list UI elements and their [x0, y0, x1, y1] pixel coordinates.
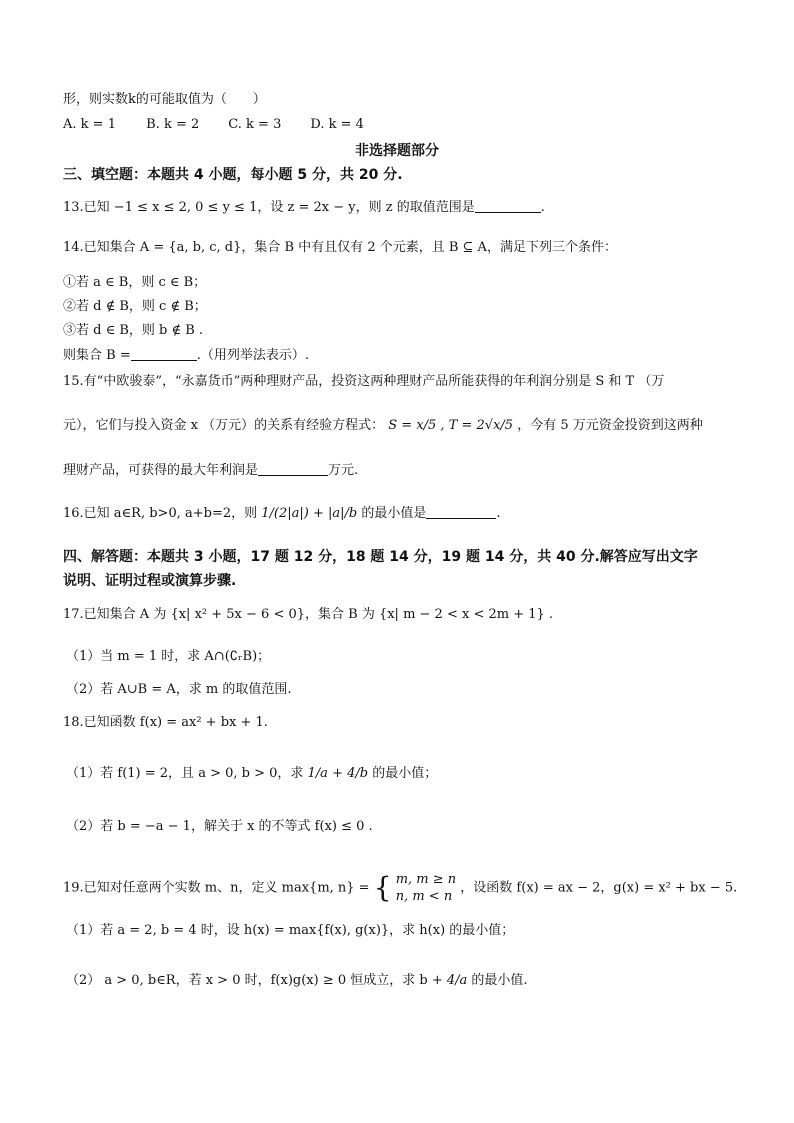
q19-stem-a: 19.已知对任意两个实数 m、n，定义 max{m, n} = — [63, 880, 370, 896]
part-title: 非选择题部分 — [355, 143, 439, 159]
q18-p1-b: 的最小值； — [372, 766, 438, 781]
q15-line3-b: 万元. — [328, 463, 359, 478]
q13-text: 13.已知 −1 ≤ x ≤ 2, 0 ≤ y ≤ 1，设 z = 2x − y，则 z 的取值范围是 — [63, 200, 475, 215]
question-19-stem — [63, 871, 737, 905]
q17-part-1: （1）当 m = 1 时，求 A∩(∁ᵣB)； — [66, 649, 271, 664]
answer-blank — [475, 200, 541, 213]
q15-formula: S = x/5 , T = 2√x/5 — [388, 418, 514, 433]
q19-stem-b: ，设函数 f(x) = ax − 2，g(x) = x² + bx − 5. — [460, 880, 738, 896]
q14-ask-end: .（用列举法表示）. — [196, 348, 309, 363]
q12-continuation: 形，则实数k的可能取值为（ ） — [63, 92, 266, 107]
q14-condition-2: ②若 d ∉ B，则 c ∉ B； — [63, 299, 207, 314]
section4-heading-1: 四、解答题：本题共 3 小题，17 题 12 分，18 题 14 分，19 题 14 分，共 40 分.解答应写出文字 — [63, 549, 698, 565]
case-2: n, m < n — [395, 889, 453, 904]
q14-ask-text: 则集合 B = — [63, 348, 131, 363]
q19-part-1: （1）若 a = 2, b = 4 时，设 h(x) = max{f(x), g(x)}，求 h(x) 的最小值； — [66, 923, 515, 938]
option-c: C. k = 3 — [228, 117, 282, 132]
option-a: A. k = 1 — [63, 117, 116, 132]
q19-part-2 — [66, 972, 528, 990]
q14-stem: 14.已知集合 A = {a, b, c, d}，集合 B 中有且仅有 2 个元素，且 B ⊆ A，满足下列三个条件： — [63, 240, 617, 255]
q17-stem: 17.已知集合 A 为 {x| x² + 5x − 6 < 0}，集合 B 为 {x| m − 2 < x < 2m + 1} . — [63, 607, 554, 622]
q18-part-2: （2）若 b = −a − 1，解关于 x 的不等式 f(x) ≤ 0 . — [66, 819, 373, 834]
brace-icon: { — [373, 871, 392, 904]
q15-line2-b: ，今有 5 万元资金投资到这两种 — [517, 418, 703, 433]
option-b: B. k = 2 — [146, 117, 200, 132]
q16-end: . — [496, 506, 501, 521]
q15-line3 — [63, 462, 358, 480]
q14-ask — [63, 347, 309, 365]
q15-line1: 15.有“中欧骏泰”，“永嘉货币”两种理财产品，投资这两种理财产品所能获得的年利润分别是 S 和 T （万 — [63, 374, 665, 389]
q12-options — [63, 116, 364, 134]
q15-line2 — [63, 417, 703, 435]
q19-p2-b: 的最小值. — [471, 973, 528, 988]
q16-b: 的最小值是 — [361, 506, 427, 521]
question-16 — [63, 505, 501, 523]
section3-heading: 三、填空题：本题共 4 小题，每小题 5 分，共 20 分. — [63, 167, 403, 183]
q18-part-1 — [66, 765, 437, 783]
q18-stem: 18.已知函数 f(x) = ax² + bx + 1. — [63, 715, 268, 730]
q18-formula: 1/a + 4/b — [307, 766, 369, 781]
section4-heading-2: 说明、证明过程或演算步骤. — [63, 573, 237, 589]
q16-formula: 1/(2|a|) + |a|/b — [261, 506, 358, 521]
q13-end: . — [540, 200, 545, 215]
piecewise-cases — [396, 871, 456, 905]
q14-condition-1: ①若 a ∈ B，则 c ∈ B； — [63, 275, 207, 290]
q17-part-2: （2）若 A∪B = A，求 m 的取值范围. — [66, 682, 292, 697]
q19-p2-a: （2） a > 0, b∈R，若 x > 0 时，f(x)g(x) ≥ 0 恒成立，求 b + — [66, 973, 443, 988]
case-1: m, m ≥ n — [395, 872, 457, 887]
q15-line2-a: 元），它们与投入资金 x （万元）的关系有经验方程式： — [63, 418, 385, 433]
q15-line3-a: 理财产品，可获得的最大年利润是 — [63, 463, 259, 478]
q14-condition-3: ③若 d ∈ B，则 b ∉ B . — [63, 323, 204, 338]
answer-blank — [426, 506, 496, 519]
q18-p1-a: （1）若 f(1) = 2，且 a > 0, b > 0，求 — [66, 766, 304, 781]
answer-blank — [258, 463, 328, 476]
option-d: D. k = 4 — [310, 117, 364, 132]
q19-formula: 4/a — [446, 973, 468, 988]
q16-a: 16.已知 a∈R, b>0, a+b=2，则 — [63, 506, 258, 521]
question-13 — [63, 199, 545, 217]
answer-blank — [131, 348, 197, 361]
